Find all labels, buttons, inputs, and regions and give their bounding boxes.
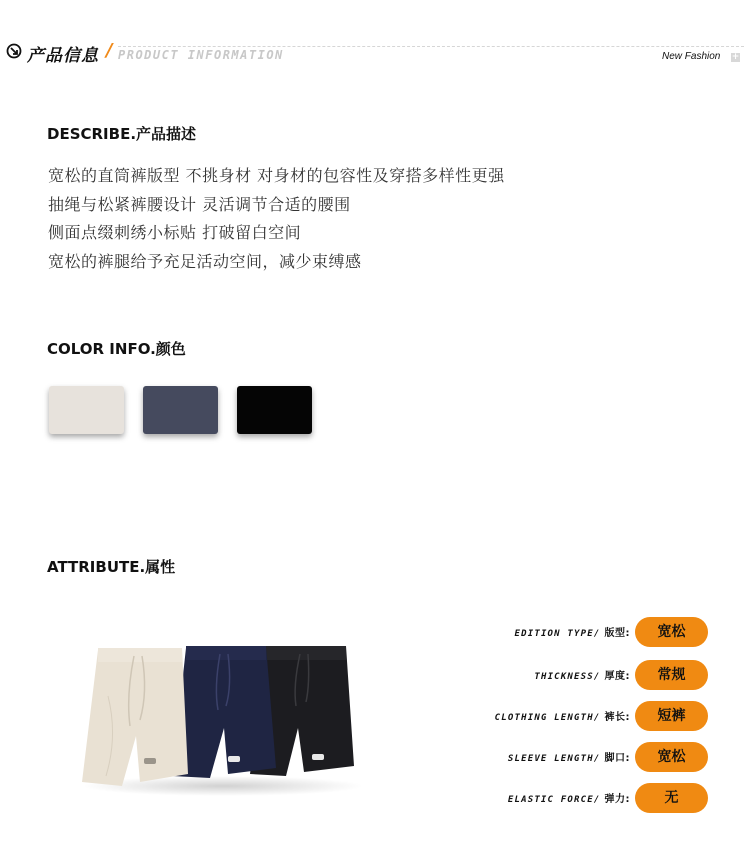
attribute-row-clothing-length	[420, 701, 710, 731]
attribute-label: SLEEVE LENGTH/ 脚口:	[507, 753, 630, 764]
color-swatch-black[interactable]	[237, 386, 312, 434]
describe-text	[48, 162, 505, 276]
attribute-value-pill: 常规	[635, 660, 708, 690]
header-separator: /	[106, 40, 113, 61]
header-en-title: PRODUCT INFORMATION	[118, 48, 284, 62]
attribute-label: CLOTHING LENGTH/ 裤长:	[494, 712, 630, 723]
attribute-row-edition-type	[420, 617, 710, 647]
attribute-label: ELASTIC FORCE/ 弹力:	[507, 794, 630, 805]
attribute-title: ATTRIBUTE.属性	[47, 558, 176, 576]
describe-line: 宽松的直筒裤版型 不挑身材 对身材的包容性及穿搭多样性更强	[48, 166, 505, 185]
plus-icon: +	[731, 52, 740, 62]
attribute-row-elastic-force	[420, 783, 710, 813]
attribute-value-pill: 短裤	[635, 701, 708, 731]
attribute-row-thickness	[420, 660, 710, 690]
color-swatch-navy[interactable]	[143, 386, 218, 434]
arrow-circle-icon	[6, 43, 22, 59]
product-photo	[78, 636, 368, 796]
header-tag: New Fashion	[662, 51, 721, 62]
describe-line: 侧面点缀刺绣小标贴 打破留白空间	[48, 223, 302, 242]
attribute-label: EDITION TYPE/ 版型:	[514, 628, 630, 639]
color-info-title: COLOR INFO.颜色	[47, 340, 186, 358]
attribute-value-pill: 宽松	[635, 617, 708, 647]
color-swatch-cream[interactable]	[49, 386, 124, 434]
describe-title: DESCRIBE.产品描述	[47, 125, 197, 143]
attribute-label: THICKNESS/ 厚度:	[534, 671, 630, 682]
attribute-row-sleeve-length	[420, 742, 710, 772]
header-divider	[118, 46, 744, 47]
describe-line: 抽绳与松紧裤腰设计 灵活调节合适的腰围	[48, 194, 351, 214]
attribute-value-pill: 无	[635, 783, 708, 813]
header-cn-title: 产品信息	[27, 46, 99, 66]
describe-line: 宽松的裤腿给予充足活动空间，减少束缚感	[48, 251, 362, 271]
section-header	[0, 40, 750, 70]
attribute-value-pill: 宽松	[635, 742, 708, 772]
